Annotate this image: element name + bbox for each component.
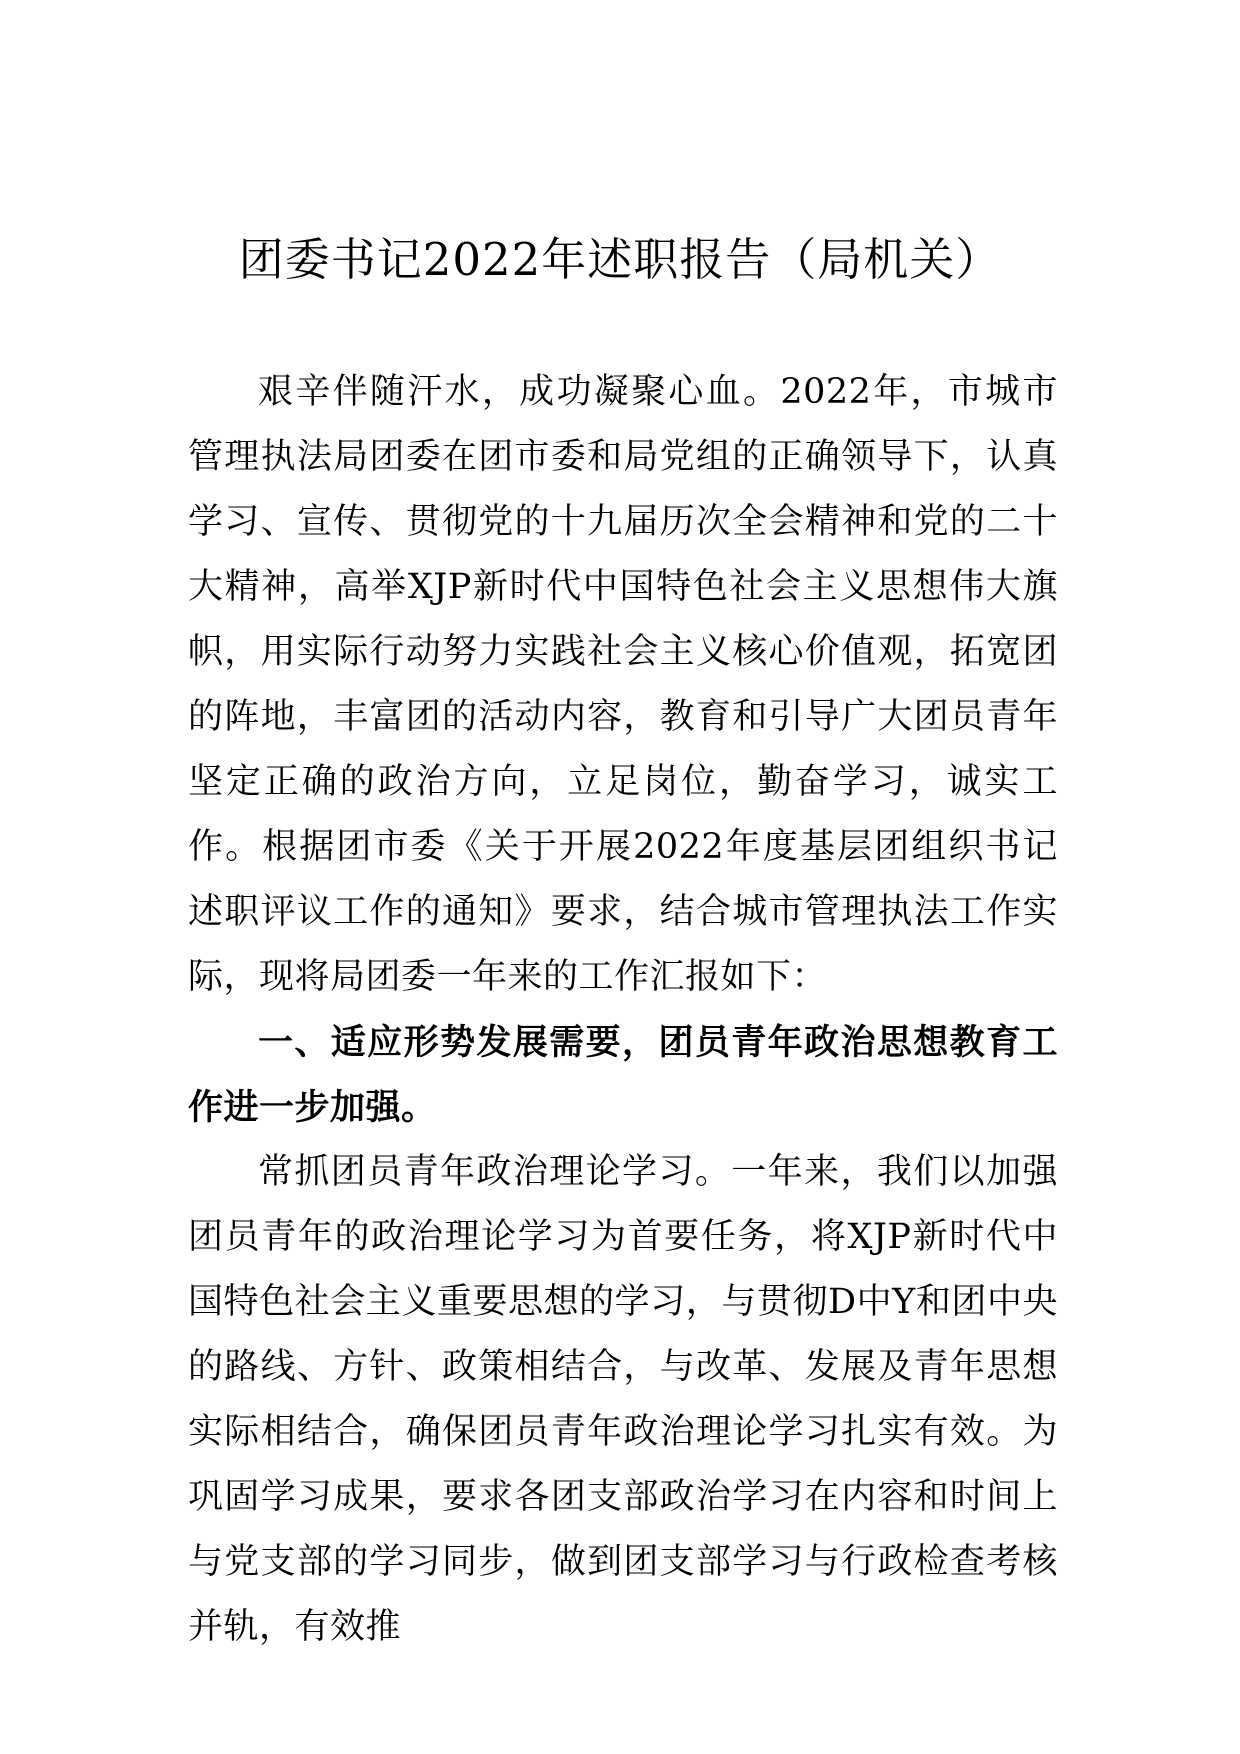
section-heading-1: 一、适应形势发展需要，团员青年政治思想教育工作进一步加强。	[188, 1022, 1058, 1128]
paragraph-theory-study: 常抓团员青年政治理论学习。一年来，我们以加强团员青年的政治理论学习为首要任务，将XJP新时代中国特色社会主义重要思想的学习，与贯彻D中Y和团中央的路线、方针、政策相结合，与改革、发展及青年思想实际相结合，确保团员青年政治理论学习扎实有效。为巩固学习成果，要求各团支部政治学习在内容和时间上与党支部的学习同步，做到团支部学习与行政检查考核并轨，有效推	[188, 1152, 1058, 1647]
document-title: 团委书记2022年述职报告（局机关）	[238, 233, 1002, 286]
document-body	[188, 360, 1058, 1660]
paragraph-intro: 艰辛伴随汗水，成功凝聚心血。2022年，市城市管理执法局团委在团市委和局党组的正确领导下，认真学习、宣传、贯彻党的十九届历次全会精神和党的二十大精神，高举XJP新时代中国特色社会主义思想伟大旗帜，用实际行动努力实践社会主义核心价值观，拓宽团的阵地，丰富团的活动内容，教育和引导广大团员青年坚定正确的政治方向，立足岗位，勤奋学习，诚实工作。根据团市委《关于开展2022年度基层团组织书记述职评议工作的通知》要求，结合城市管理执法工作实际，现将局团委一年来的工作汇报如下：	[188, 372, 1058, 997]
